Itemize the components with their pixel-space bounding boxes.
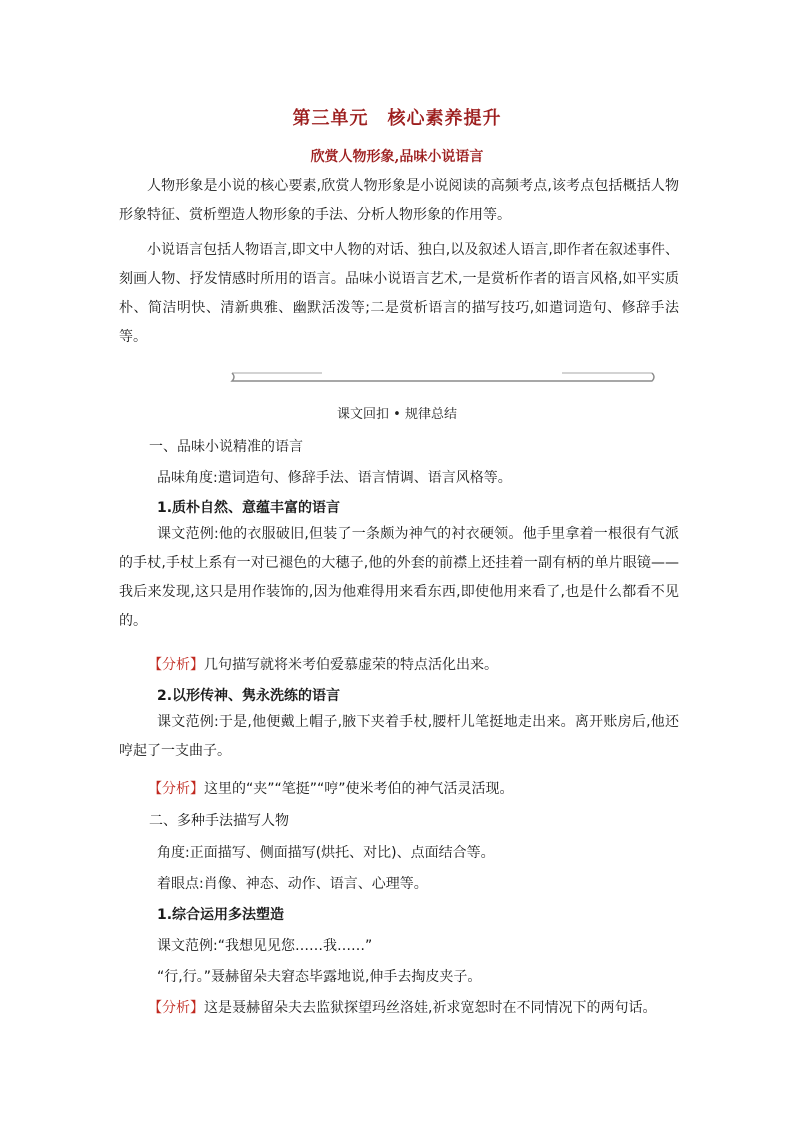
analysis-tag: 【分析】	[148, 781, 204, 797]
part2-sub1-example-2: “行,行。”聂赫留朵夫窘态毕露地说,伸手去掏皮夹子。	[157, 969, 482, 985]
analysis-tag: 【分析】	[148, 1000, 204, 1016]
part1-sub1-heading: 1.质朴自然、意蕴丰富的语言	[157, 500, 341, 516]
part2-heading: 二、多种手法描写人物	[149, 813, 289, 829]
intro-paragraph-2: 小说语言包括人物语言,即文中人物的对话、独白,以及叙述人语言,即作者在叙述事件、刻画人物、抒发情感时所用的语言。品味小说语言艺术,一是赏析作者的语言风格,如平实质朴、简洁明快、清新典雅、幽默活泼等;二是赏析语言的描写技巧,如遣词造句、修辞手法等。	[119, 242, 679, 345]
analysis-tag: 【分析】	[148, 657, 204, 673]
page-title: 第三单元 核心素养提升	[292, 108, 502, 129]
analysis-text: 这里的“夹”“笔挺”“哼”使米考伯的神气活灵活现。	[204, 781, 514, 797]
part1-sub2-heading: 2.以形传神、隽永洗练的语言	[157, 688, 341, 704]
section-divider	[0, 370, 794, 394]
part1-sub1-example: 课文范例:他的衣服破旧,但装了一条颇为神气的衬衣硬领。他手里拿着一根很有气派的手杖,手杖上系有一对已褪色的大穗子,他的外套的前襟上还挂着一副有柄的单片眼镜——我后来发现,这只是用作装饰的,因为他难得用来看东西,即使他用来看了,也是什么都看不见的。	[119, 526, 679, 629]
part1-sub2-analysis	[148, 778, 514, 798]
part1-sub2-example: 课文范例:于是,他便戴上帽子,腋下夹着手杖,腰杆儿笔挺地走出来。离开账房后,他还哼起了一支曲子。	[119, 714, 679, 759]
part1-angle: 品味角度:遣词造句、修辞手法、语言情调、语言风格等。	[157, 470, 512, 486]
part1-heading: 一、品味小说精准的语言	[149, 439, 303, 455]
page-subtitle: 欣赏人物形象,品味小说语言	[310, 149, 484, 165]
part2-angle: 角度:正面描写、侧面描写(烘托、对比)、点面结合等。	[157, 845, 495, 861]
part1-sub1-analysis	[148, 654, 498, 674]
analysis-text: 这是聂赫留朵夫去监狱探望玛丝洛娃,祈求宽恕时在不同情况下的两句话。	[204, 1000, 657, 1016]
part2-focus: 着眼点:肖像、神态、动作、语言、心理等。	[157, 876, 428, 892]
part2-sub1-example-1: 课文范例:“我想见见您……我……”	[157, 938, 373, 954]
section-label: 课文回扣 • 规律总结	[337, 407, 457, 422]
part2-sub1-heading: 1.综合运用多法塑造	[157, 907, 285, 923]
analysis-text: 几句描写就将米考伯爱慕虚荣的特点活化出来。	[204, 657, 498, 673]
intro-paragraph-1: 人物形象是小说的核心要素,欣赏人物形象是小说阅读的高频考点,该考点包括概括人物形象特征、赏析塑造人物形象的手法、分析人物形象的作用等。	[119, 178, 679, 223]
part2-sub1-analysis	[148, 997, 656, 1017]
